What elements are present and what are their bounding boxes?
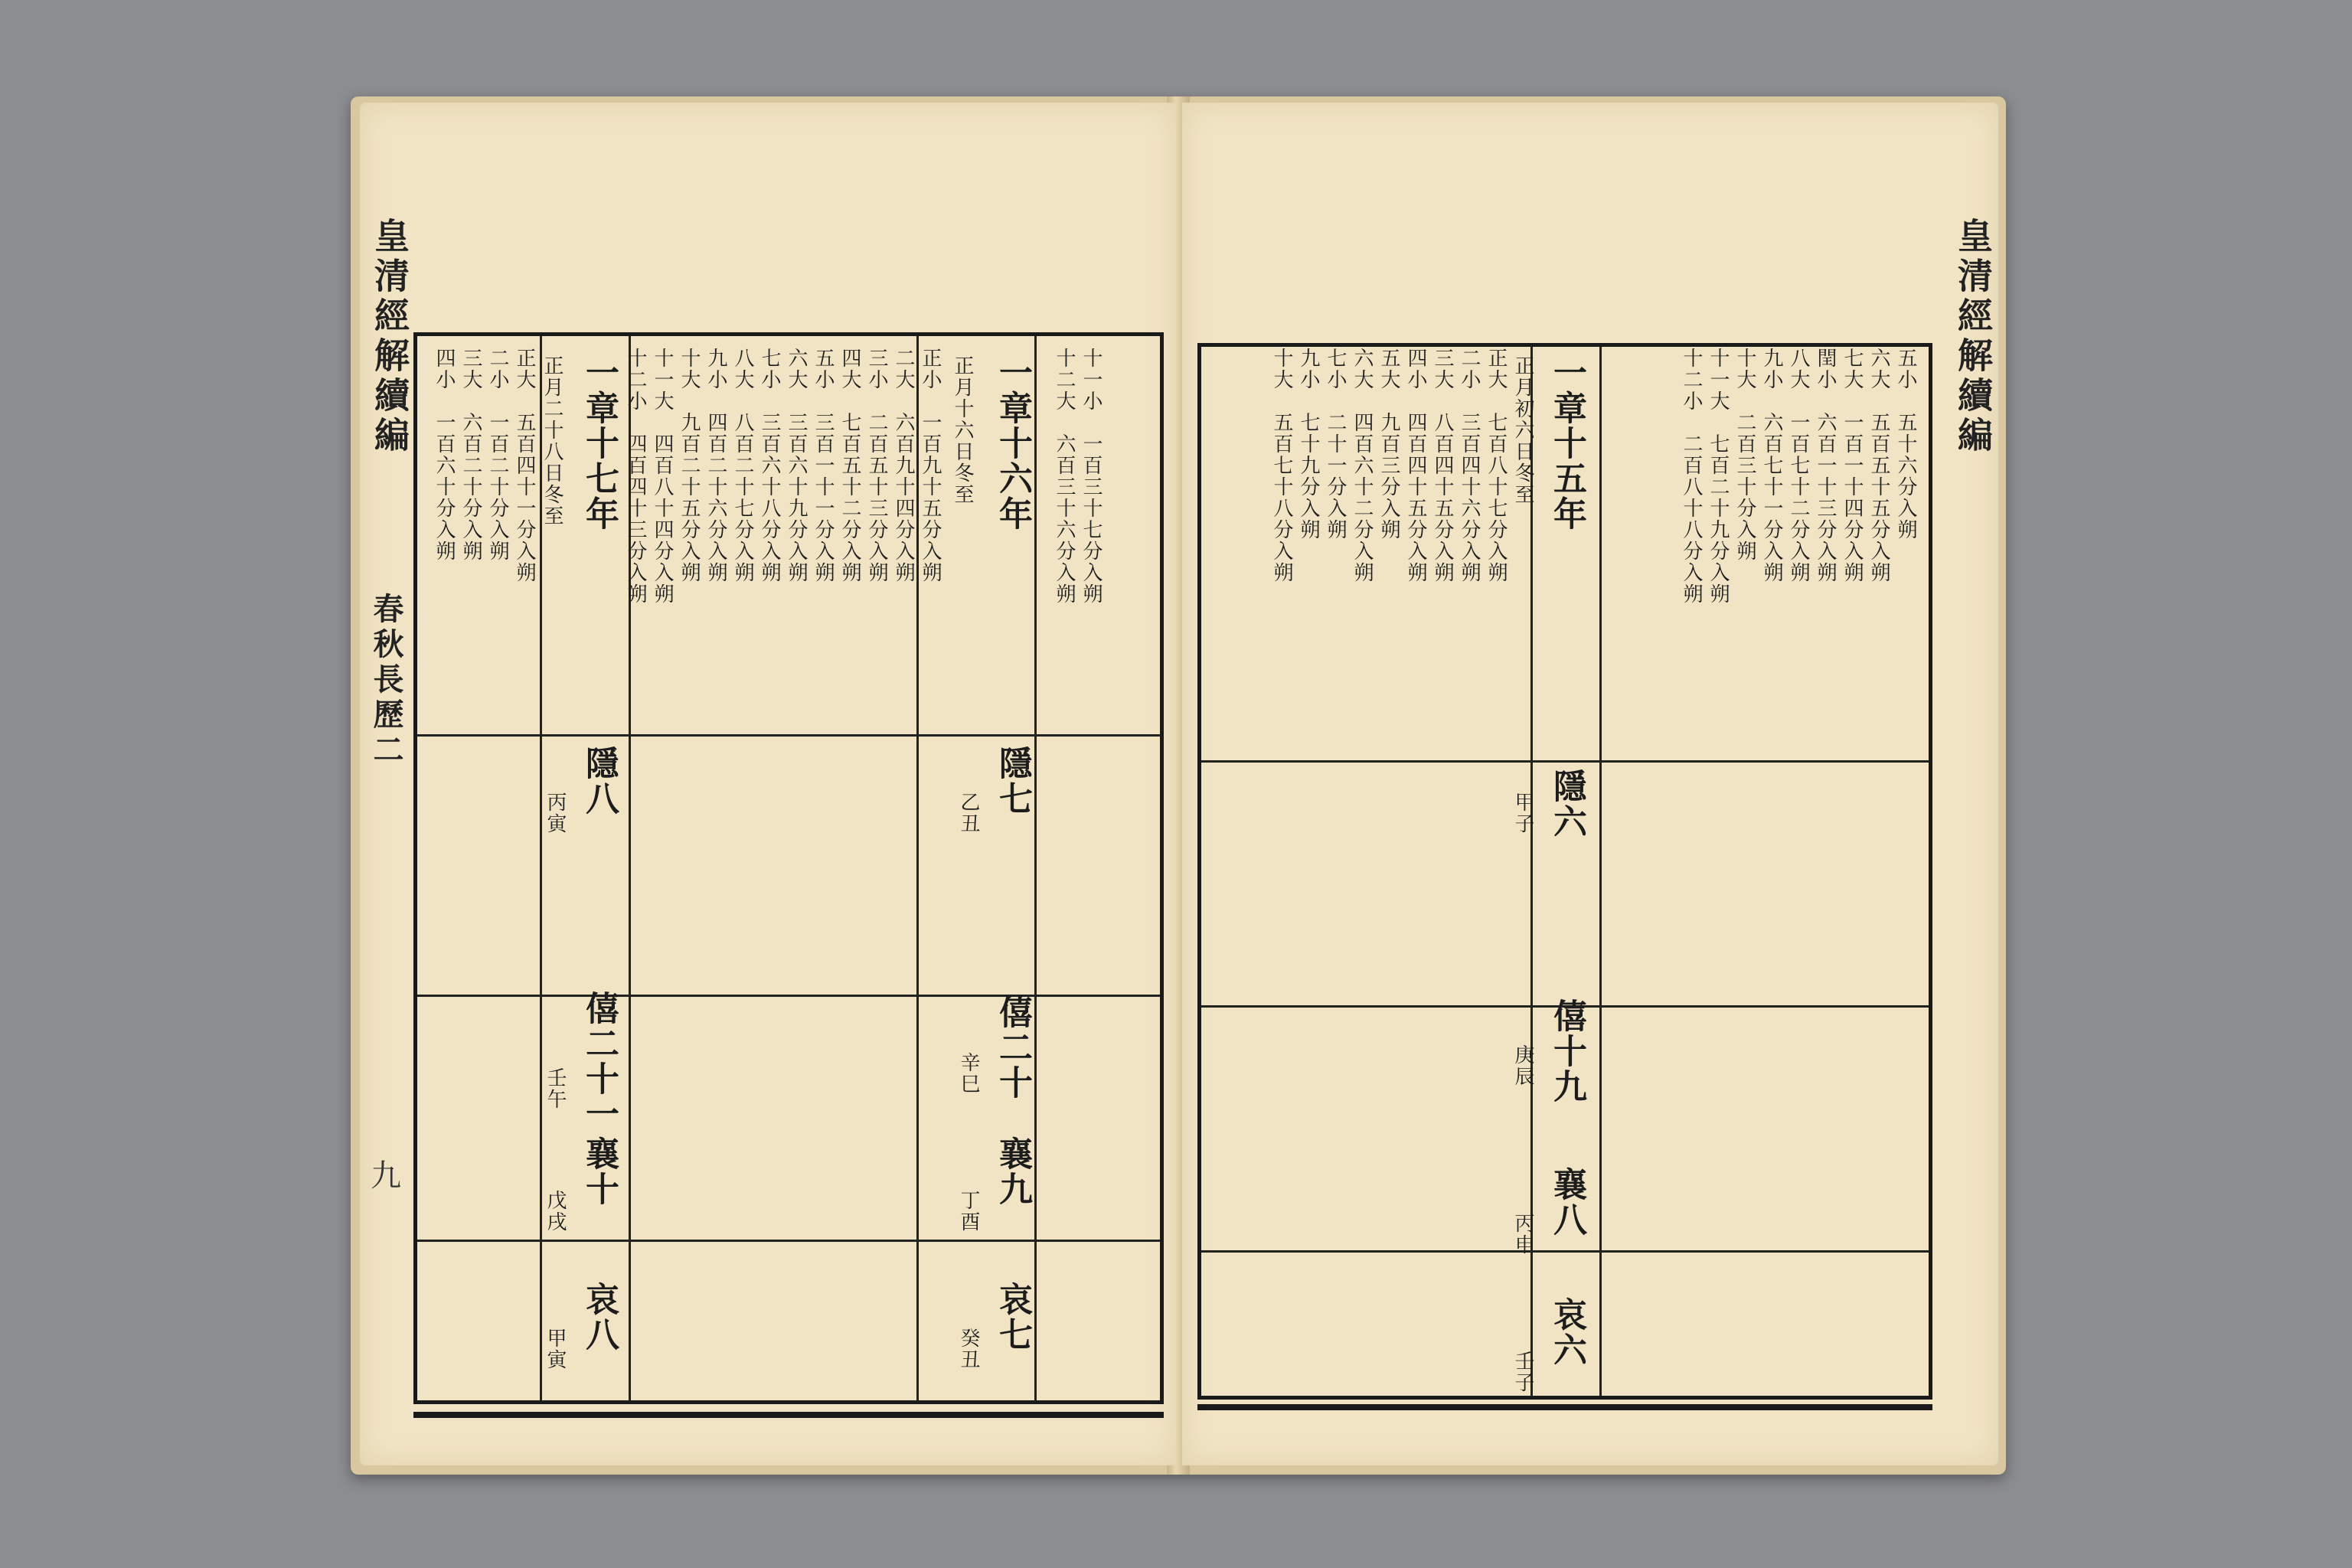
zhang15-title: 一章十五年	[1547, 355, 1586, 531]
open-book	[351, 96, 2006, 1475]
zhang15-note: 正月初六日冬至	[1511, 355, 1534, 505]
left-folio: 九	[371, 1158, 401, 1194]
right-margin-title: 皇清經解續編	[1952, 217, 1994, 456]
right-page: 皇清經解續編 五小 五十六分入朔 六大 五百五十五分入朔 七大 一百一十四分入朔 閏小 六百一十三分入朔 八大 一百七十二分入朔 九小 六百七十一分入朔 十大 二百三十分入朔 十一大 七百二十九分入朔 十二小 二百八十八分入朔 一章十五年 正月初六日冬至 正大 七百八十七分入朔 二小 三百四十六分入朔 三大 八百四十五分入朔 四小 四百四十五分入朔 五大 九百三分入朔 六大 四百六十二分入朔 七小 二十一分入朔 九小 七十九分入朔 十大 五百七十八分入朔 隱六 甲子 僖十九 庚辰 襄八 丙申 哀六 壬子	[1182, 103, 1998, 1465]
reign-label: 隱七	[993, 746, 1032, 816]
zhang17-note: 正月二十八日冬至	[541, 355, 564, 527]
left-col-12: 十二大 六百三十六分入朔	[1053, 348, 1076, 605]
left-margin-subtitle: 春秋長歷二	[368, 593, 404, 769]
zhang16-note: 正月十六日冬至	[951, 355, 974, 505]
left-col-11: 十一小 一百三十七分入朔	[1080, 348, 1102, 605]
left-margin-title: 皇清經解續編	[369, 217, 410, 456]
zhang16-title: 一章十六年	[993, 355, 1032, 531]
zhang17-title: 一章十七年	[580, 355, 619, 531]
left-page: 皇清經解續編 春秋長歷二 九 十一小 一百三十七分入朔 十二大 六百三十六分入朔 一章十六年 正月十六日冬至 正小 一百九十五分入朔 二大 六百九十四分入朔 三小 二百五十三分入朔 四大 七百五十二分入朔 五小 三百一十一分入朔 六大 三百六十九分入朔 七小 三百六十八分入朔 八大 八百二十七分入朔 九小 四百二十六分入朔 十大 九百二十五分入朔 十一大 四百八十四分入朔 十二小 四百四十三分入朔 一章十七年 正月二十八日冬至 正大 五百四十一分入朔 二小 一百二十分入朔 三大 六百二十分入朔 四小 一百六十分入朔 隱七 乙丑 隱八 丙寅 僖二十 辛巳 僖二十一 壬午 襄九 丁酉 襄十 戊戌 哀七 癸丑 哀八 甲寅	[360, 103, 1176, 1465]
